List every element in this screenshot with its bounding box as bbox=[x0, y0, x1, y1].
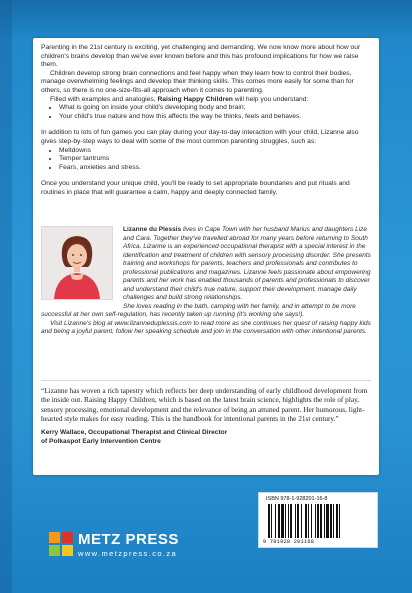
isbn-label: ISBN 978-1-928201-16-8 bbox=[266, 496, 328, 502]
barcode-digits: 9 781928 201168 bbox=[263, 539, 315, 545]
barcode-bar bbox=[305, 504, 307, 538]
endorsement-attribution bbox=[41, 429, 371, 446]
barcode-bar bbox=[308, 504, 309, 538]
isbn-barcode-box bbox=[258, 492, 378, 548]
barcode-icon bbox=[266, 504, 370, 538]
barcode-bar bbox=[320, 504, 322, 538]
struggles-list bbox=[41, 147, 371, 173]
attribution-line-2: of Polkaspot Early Intervention Centre bbox=[41, 437, 161, 445]
publisher-name: METZ PRESS bbox=[78, 531, 179, 548]
intro-paragraph-2-text: Children develop strong brain connections and feel happy when they learn how to control their bodies, manage overwhelming feelings and develop their thinking skills. This comes more easily for some than for others, so there is no one-size-fits-all approach when it comes to parenting. bbox=[41, 69, 354, 94]
struggle-item: • Fears, anxieties and stress. bbox=[59, 164, 371, 173]
attribution-line-1: Kerry Wallace, Occupational Therapist and Clinical Director bbox=[41, 429, 228, 437]
bio-body: lives in Cape Town with her husband Marius and daughters Lize and Cara. Together they've travelled abroad for many years before returning to South Africa. Lizanne is an experienced occupational therapist with a special interest in the identification and treatment of children with sensory processing disorder. She presents training and workshops for parents, teachers and professionals and contributes to professional publications and magazines. Lizanne feels passionate about empowering parents and her work has enabled thousands of parents and professionals to discover and understand their child's true nature, support their development, manage daily challenges and build strong relationships. bbox=[123, 226, 371, 301]
bio-paragraph-3: Visit Lizanne's blog at www.lizanneduplessis.com to read more as she continues her quest of raising happy kids and being a joyful parent, follow her speaking schedule and join in the conversation with other intentional parents. bbox=[41, 319, 371, 335]
divider bbox=[41, 380, 371, 381]
struggle-item: • Meltdowns bbox=[59, 147, 371, 156]
understand-item: • Your child's true nature and how this affects the way he thinks, feels and behaves. bbox=[59, 113, 371, 122]
barcode-bar bbox=[271, 504, 272, 538]
barcode-bar bbox=[324, 504, 325, 538]
barcode-bar bbox=[288, 504, 289, 538]
author-name: Lizanne du Plessis bbox=[123, 226, 182, 233]
intro-paragraph-2 bbox=[41, 70, 371, 96]
understand-item: • What is going on inside your child's developing body and brain; bbox=[59, 104, 371, 113]
book-title-inline: Raising Happy Children bbox=[157, 95, 233, 103]
author-photo bbox=[41, 226, 113, 300]
barcode-bar bbox=[295, 504, 296, 538]
intro-text bbox=[41, 44, 371, 198]
barcode-bar bbox=[315, 504, 316, 538]
intro-paragraph-3 bbox=[41, 96, 371, 105]
intro-lead-text: Filled with examples and analogies, bbox=[50, 95, 158, 103]
barcode-bar bbox=[281, 504, 284, 538]
publisher-url: www.metzpress.co.za bbox=[78, 549, 178, 558]
barcode-bar bbox=[275, 504, 276, 538]
barcode-bar bbox=[268, 504, 270, 538]
intro-lead-end: will help you understand: bbox=[232, 95, 309, 103]
endorsement-text: “Lizanne has woven a rich tapestry which reflects her deep understanding of early childhood development from the inside out. Raising Happy Children, which is based on the latest brain science, highlights the role of play, sensory processing, emotional development and the relevance of being an attuned parent. Her humorous, light-hearted style makes for easy reading. This is the handbook for intentional parents in the 21st century.” bbox=[41, 386, 368, 423]
barcode-bar bbox=[317, 504, 319, 538]
barcode-bar bbox=[339, 504, 340, 538]
barcode-bar bbox=[336, 504, 338, 538]
barcode-bar bbox=[326, 504, 329, 538]
bio-paragraph-2: She loves reading in the bath, camping with her family, and in attempt to be more successful at her own self-regulation, has recently taken up running (it's working she says!). bbox=[41, 302, 356, 318]
author-bio bbox=[41, 226, 371, 337]
barcode-bar bbox=[290, 504, 292, 538]
understand-list bbox=[41, 104, 371, 121]
edge-shadow bbox=[0, 0, 12, 593]
barcode-bar bbox=[330, 504, 332, 538]
barcode-bar bbox=[311, 504, 312, 538]
content-panel bbox=[33, 38, 379, 475]
publisher-logo-icon bbox=[49, 532, 73, 556]
closing-paragraph: Once you understand your unique child, you'll be ready to set appropriate boundaries and put rituals and routines in place that will guarantee a calm, happy and deeply connected family. bbox=[41, 180, 350, 196]
struggles-paragraph: In addition to lots of fun games you can play during your day-to-day interaction with your child, Lizanne also gives step-by-step ways to deal with some of the most common parenting struggles, such as: bbox=[41, 129, 359, 145]
struggle-item: • Temper tantrums bbox=[59, 155, 371, 164]
barcode-bar bbox=[278, 504, 280, 538]
barcode-bar bbox=[333, 504, 334, 538]
barcode-bar bbox=[285, 504, 286, 538]
intro-paragraph-1: Parenting in the 21st century is exciting, yet challenging and demanding. We now know more about how our children's brains develop than we've ever known before and this has profound implications for how we raise them. bbox=[41, 44, 361, 69]
author-portrait-icon bbox=[42, 227, 112, 299]
barcode-bar bbox=[301, 504, 302, 538]
barcode-bar bbox=[297, 504, 299, 538]
endorsement bbox=[41, 386, 371, 446]
